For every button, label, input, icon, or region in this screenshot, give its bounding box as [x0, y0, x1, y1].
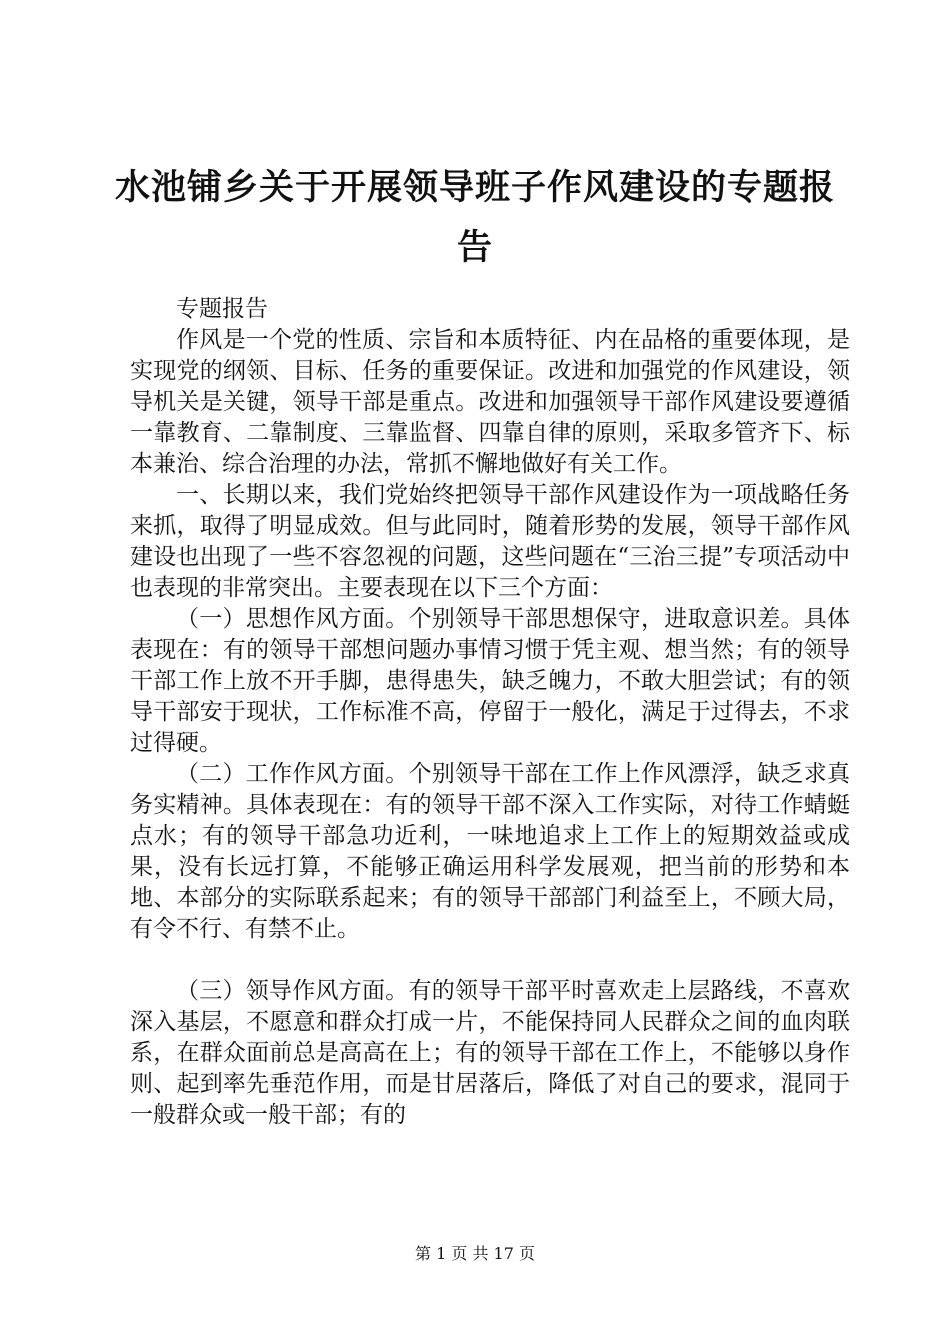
paragraph-heading: 专题报告	[176, 296, 268, 322]
paragraph-intro: 作风是一个党的性质、宗旨和本质特征、内在品格的重要体现，是实现党的纲领、目标、任务的重要保证。改进和加强党的作风建设，领导机关是关键，领导干部是重点。改进和加强领导干部作风建设要遵循一靠教育、二靠制度、三靠监督、四靠自律的原则，采取多管齐下、标本兼治、综合治理的办法，常抓不懈地做好有关工作。	[130, 327, 850, 477]
paragraph-work-style: （二）工作作风方面。个别领导干部在工作上作风漂浮，缺乏求真务实精神。具体表现在：有的领导干部不深入工作实际，对待工作蜻蜓点水；有的领导干部急功近利，一味地追求上工作上的短期效益或成果，没有长远打算，不能够正确运用科学发展观，把当前的形势和本地、本部分的实际联系起来；有的领导干部部门利益至上，不顾大局，有令不行、有禁不止。	[130, 761, 850, 942]
paragraph-section-one: 一、长期以来，我们党始终把领导干部作风建设作为一项战略任务来抓，取得了明显成效。但与此同时，随着形势的发展，领导干部作风建设也出现了一些不容忽视的问题，这些问题在“三治三提”专项活动中也表现的非常突出。主要表现在以下三个方面：	[130, 482, 850, 601]
page-footer: 第 1 页 共 17 页	[415, 1244, 535, 1263]
paragraph-thought-style: （一）思想作风方面。个别领导干部思想保守，进取意识差。具体表现在：有的领导干部想问题办事情习惯于凭主观、想当然；有的领导干部工作上放不开手脚，患得患失，缺乏魄力，不敢大胆尝试；有的领导干部安于现状，工作标准不高，停留于一般化，满足于过得去，不求过得硬。	[130, 606, 850, 756]
document-body	[130, 294, 850, 1131]
document-title: 水池铺乡关于开展领导班子作风建设的专题报告	[114, 167, 835, 268]
paragraph-leadership-style: （三）领导作风方面。有的领导干部平时喜欢走上层路线，不喜欢深入基层，不愿意和群众打成一片，不能保持同人民群众之间的血肉联系，在群众面前总是高高在上；有的领导干部在工作上，不能够以身作则、起到率先垂范作用，而是甘居落后，降低了对自己的要求，混同于一般群众或一般干部；有的	[130, 978, 850, 1128]
